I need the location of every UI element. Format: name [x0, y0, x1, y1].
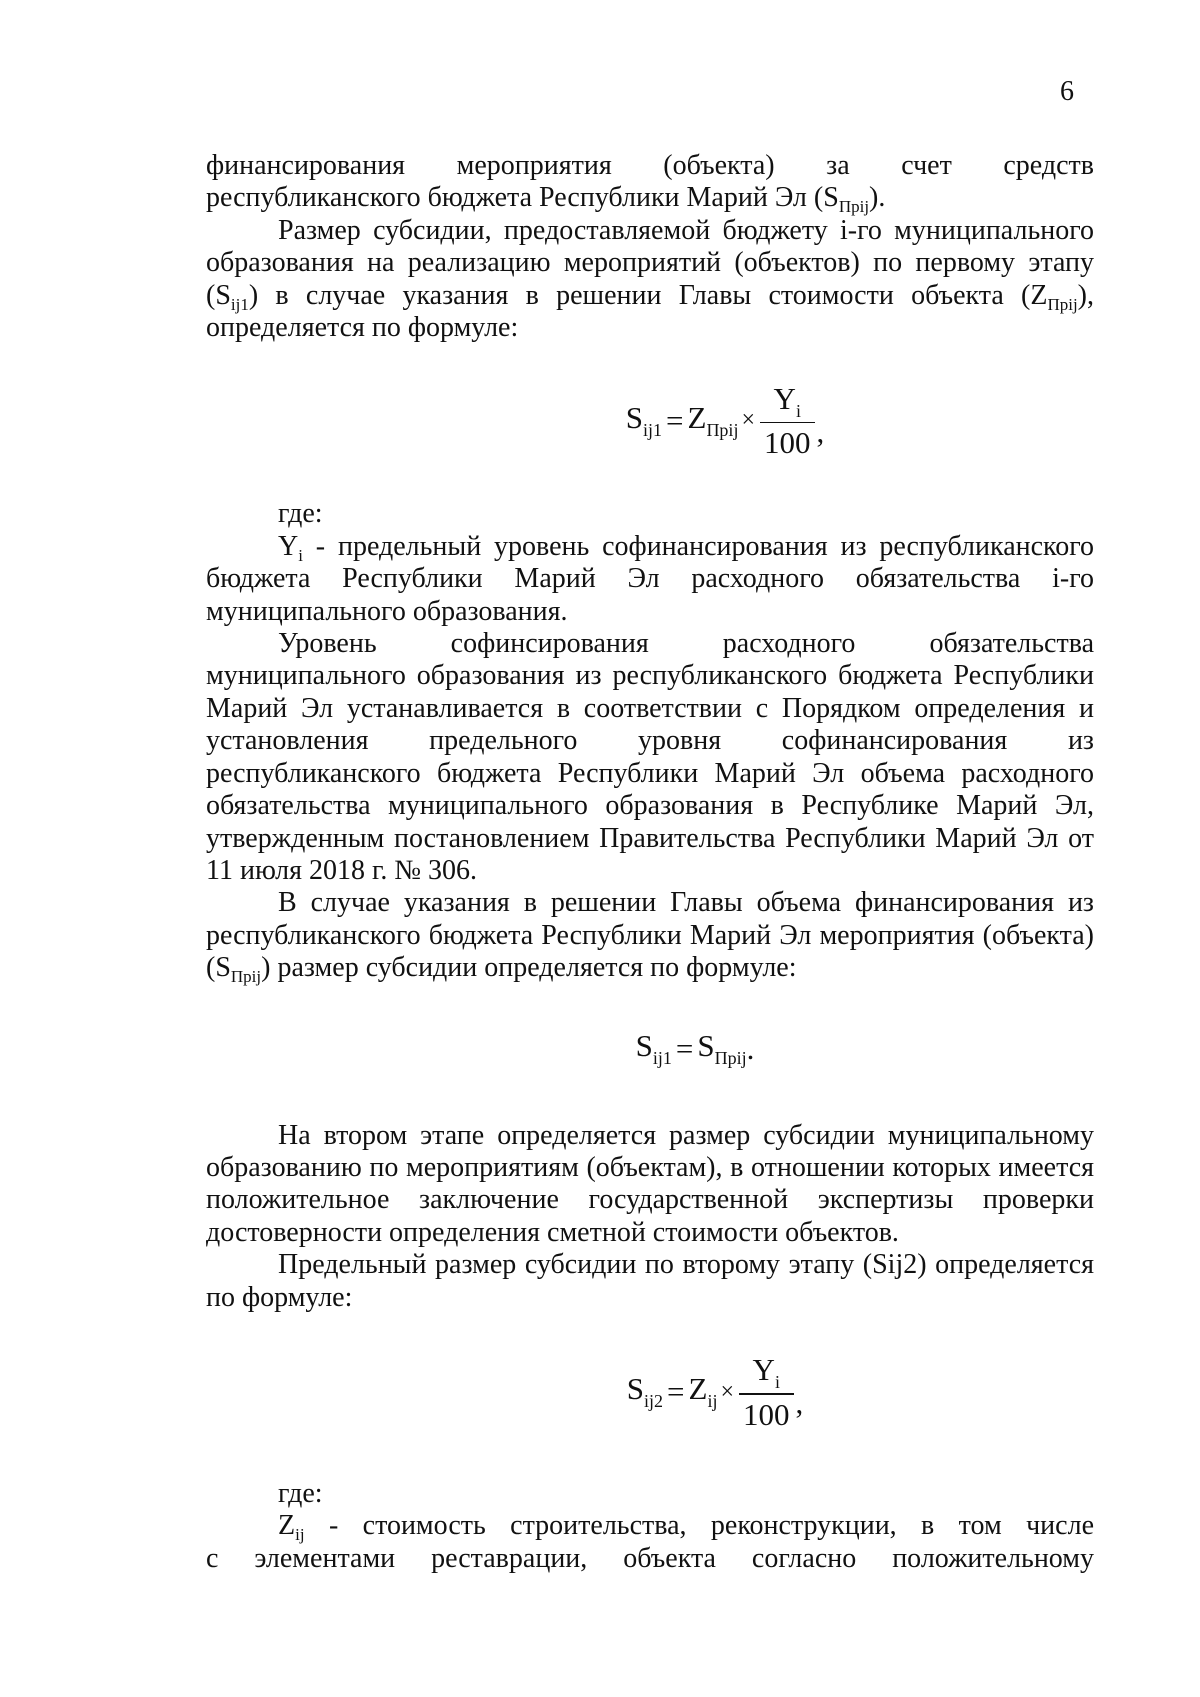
paragraph-zij-line1 — [206, 1510, 1094, 1545]
f1-tail: , — [816, 413, 825, 449]
paragraph-financing-volume — [206, 887, 1094, 987]
f1-equals: = — [666, 402, 684, 438]
f1-fraction — [760, 380, 815, 461]
f1-denominator: 100 — [764, 425, 811, 461]
paragraph-subsidy-stage1 — [206, 215, 1094, 345]
p1-tail: ). — [869, 182, 886, 214]
p8-line1: - стоимость строительства, реконструкции, в том числе — [304, 1510, 1094, 1542]
f3-lhs: $S_{ij2}$ — [626, 1371, 664, 1412]
f3-numerator: $Y_i$ — [752, 1352, 780, 1393]
paragraph-yi-definition — [206, 531, 1094, 628]
p3-y-sub: i — [298, 545, 303, 565]
paragraph-second-stage: На втором этапе определяется размер субсидии муниципальному образованию по мероприятиям (объектам), в отношении которых имеется положительное заключение государственной экспертизы проверки достоверности определения сметной стоимости объектов. — [206, 1119, 1094, 1248]
p3-y: Y — [278, 530, 299, 562]
p8-z-sub: ij — [295, 1525, 305, 1545]
paragraph-continuation-line1 — [206, 150, 1094, 182]
page-number: 6 — [1060, 76, 1074, 107]
f3-times: × — [720, 1378, 734, 1405]
f2-equals: = — [675, 1031, 694, 1067]
p3-text: - предельный уровень софинансирования из республиканского бюджета Республики Марий Эл расходного обязательства i-го муниципального образования. — [206, 530, 1094, 627]
f3-denominator: 100 — [743, 1396, 790, 1432]
f2-lhs: $S_{ij1}$ — [635, 1028, 672, 1069]
p2-sub-a: ij1 — [230, 294, 249, 314]
where-label-2: где: — [278, 1477, 323, 1509]
f1-times: × — [741, 407, 755, 434]
f1-lhs: $S_{ij1}$ — [625, 399, 663, 440]
p8-z: Z — [278, 1510, 296, 1542]
f2-rhs: $S_{Пpij}$ — [697, 1028, 747, 1069]
f1-z: $Z_{Пpij}$ — [687, 399, 739, 440]
formula-sij2 — [336, 1354, 1094, 1430]
formula-sij1-cost — [356, 380, 1094, 461]
f2-tail: . — [746, 1031, 755, 1067]
paragraph-zij-line2: с элементами реставрации, объекта согласно положительному — [206, 1542, 1094, 1574]
f3-fraction — [739, 1354, 794, 1430]
f1-numerator: $Y_i$ — [773, 380, 801, 421]
p5-sub-a: Пpij — [230, 967, 262, 987]
f3-tail: , — [795, 1385, 804, 1421]
f3-equals: = — [667, 1374, 685, 1410]
p1-line2: республиканского бюджета Республики Марий Эл (S — [206, 182, 839, 214]
p1-line1: финансирования мероприятия (объекта) за счет средств — [206, 150, 1094, 181]
p2-text-a: Размер субсидии, предоставляемой бюджету i-го муниципального образования на реализацию мероприятий (объектов) по первому этапу (S — [206, 214, 1094, 311]
f3-z: $Z_{ij}$ — [688, 1371, 718, 1412]
document-body — [206, 150, 1094, 1575]
p1-sub: Пpij — [838, 197, 870, 217]
paragraph-continuation-line2 — [206, 182, 1094, 217]
p2-sub-b: Пpij — [1047, 294, 1078, 314]
p2-text-b: ) в случае указания в решении Главы стоимости объекта (Z — [248, 279, 1048, 311]
where-label-1: где: — [278, 498, 323, 530]
paragraph-cofinancing-level: Уровень софинсирования расходного обязательства муниципального образования из республиканского бюджета Республики Марий Эл устанавливается в соответствии с Порядком определения и установления предельного уровня софинансирования из республиканского бюджета Республики Марий Эл объема расходного обязательства муниципального образования в Республике Марий Эл, утвержденным постановлением Правительства Республики Марий Эл от 11 июля 2018 г. № 306. — [206, 628, 1094, 886]
p2-text-c: ), определяется по формуле: — [206, 279, 1094, 344]
formula-sij1-volume — [296, 1023, 1094, 1075]
p5-text-a: В случае указания в решении Главы объема финансирования из республиканского бюджета Республики Марий Эл мероприятия (объекта) (S — [206, 887, 1094, 984]
p5-text-b: ) размер субсидии определяется по формуле: — [261, 952, 797, 984]
paragraph-second-stage-limit: Предельный размер субсидии по второму этапу (Sij2) определяется по формуле: — [206, 1249, 1094, 1313]
